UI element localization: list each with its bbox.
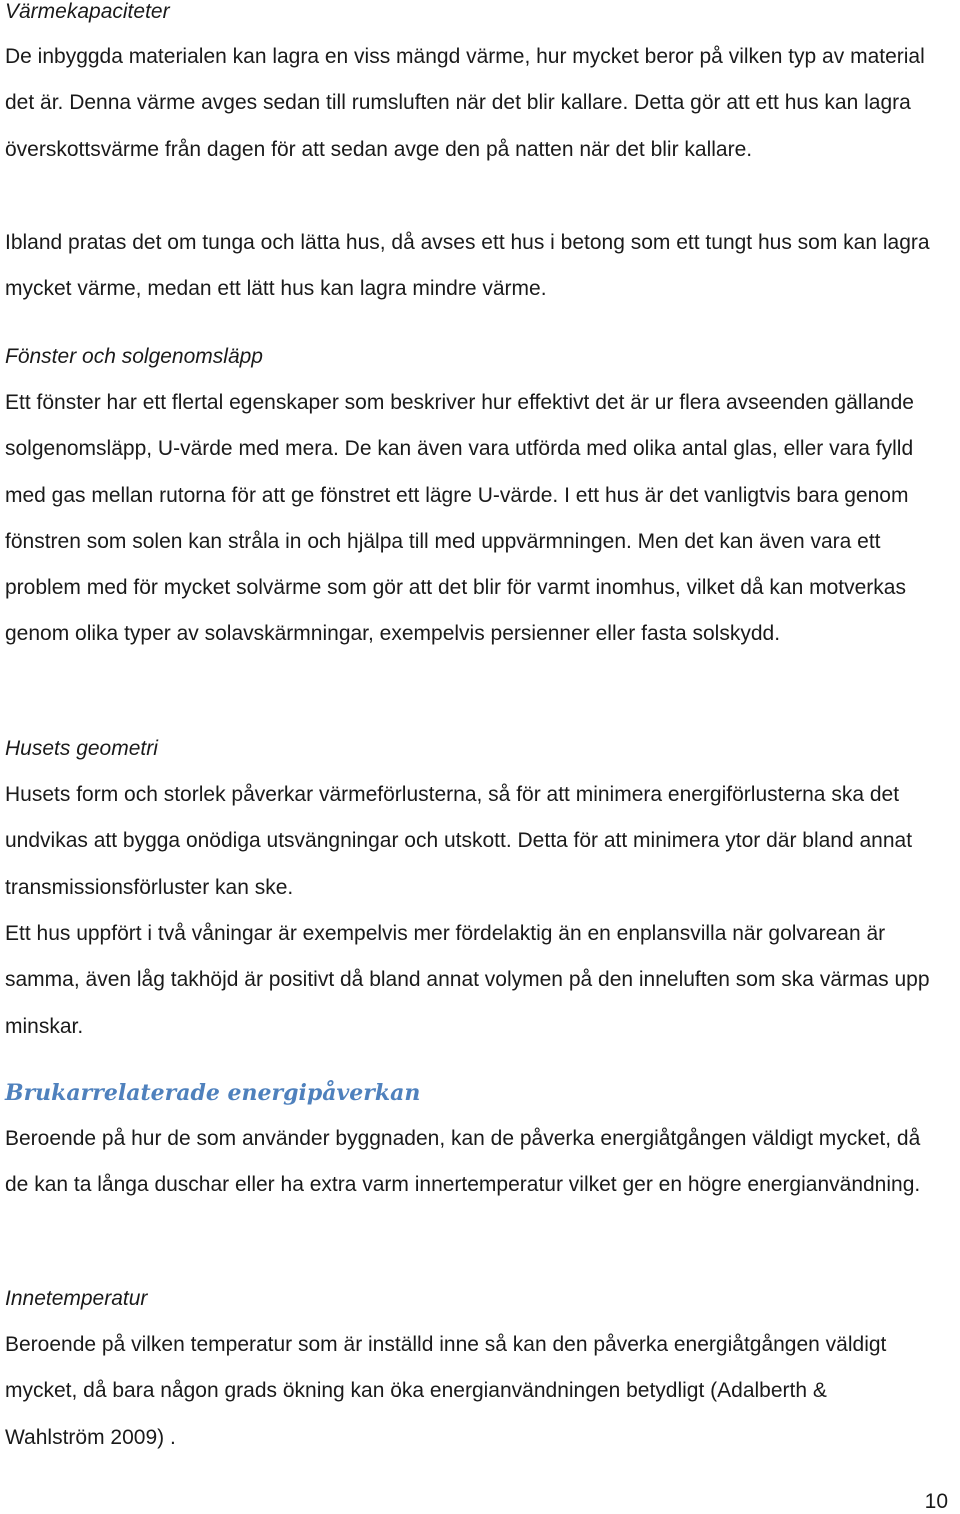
section-heading-innetemperatur: Innetemperatur — [5, 1287, 148, 1310]
paragraph-innetemperatur-1: Beroende på vilken temperatur som är inställd inne så kan den påverka energiåtgången väldigt mycket, då bara någon grads ökning kan öka energianvändningen betydligt (Adalberth & Wahlström 2009) . — [5, 1333, 887, 1449]
paragraph-brukar-1: Beroende på hur de som använder byggnaden, kan de påverka energiåtgången väldigt mycket, då de kan ta långa duschar eller ha extra varm innertemperatur vilket ger en högre energianvändning. — [5, 1127, 921, 1197]
paragraph-varmekapaciteter-2: Ibland pratas det om tunga och lätta hus, då avses ett hus i betong som ett tungt hus som kan lagra mycket värme, medan ett lätt hus kan lagra mindre värme. — [5, 231, 930, 301]
section-heading-geometri: Husets geometri — [5, 737, 158, 760]
section-heading-brukar: Brukarrelaterade energipåverkan — [5, 1080, 421, 1106]
paragraph-varmekapaciteter-1: De inbyggda materialen kan lagra en viss mängd värme, hur mycket beror på vilken typ av material det är. Denna värme avges sedan till rumsluften när det blir kallare. Detta gör att ett hus kan lagra överskottsvärme från dagen för att sedan avge den på natten när det blir kallare. — [5, 45, 925, 161]
paragraph-geometri-2: Ett hus uppfört i två våningar är exempelvis mer fördelaktig än en enplansvilla när golvarean är samma, även låg takhöjd är positivt då bland annat volymen på den inneluften som ska värmas upp minskar. — [5, 922, 930, 1038]
section-heading-varmekapaciteter: Värmekapaciteter — [5, 0, 170, 23]
paragraph-geometri-1: Husets form och storlek påverkar värmeförlusterna, så för att minimera energiförlusterna ska det undvikas att bygga onödiga utsvängningar och utskott. Detta för att minimera ytor där bland annat transmissionsförluster kan ske. — [5, 783, 913, 899]
section-heading-fonster: Fönster och solgenomsläpp — [5, 345, 263, 368]
page-number: 10 — [924, 1490, 948, 1513]
paragraph-fonster-1: Ett fönster har ett flertal egenskaper som beskriver hur effektivt det är ur flera avseenden gällande solgenomsläpp, U-värde med mera. De kan även vara utförda med olika antal glas, eller vara fylld med gas mellan rutorna för att ge fönstret ett lägre U-värde. I ett hus är det vanligtvis bara genom fönstren som solen kan stråla in och hjälpa till med uppvärmningen. Men det kan även vara ett problem med för mycket solvärme som gör att det blir för varmt inomhus, vilket då kan motverkas genom olika typer av solavskärmningar, exempelvis persienner eller fasta solskydd. — [5, 391, 914, 646]
